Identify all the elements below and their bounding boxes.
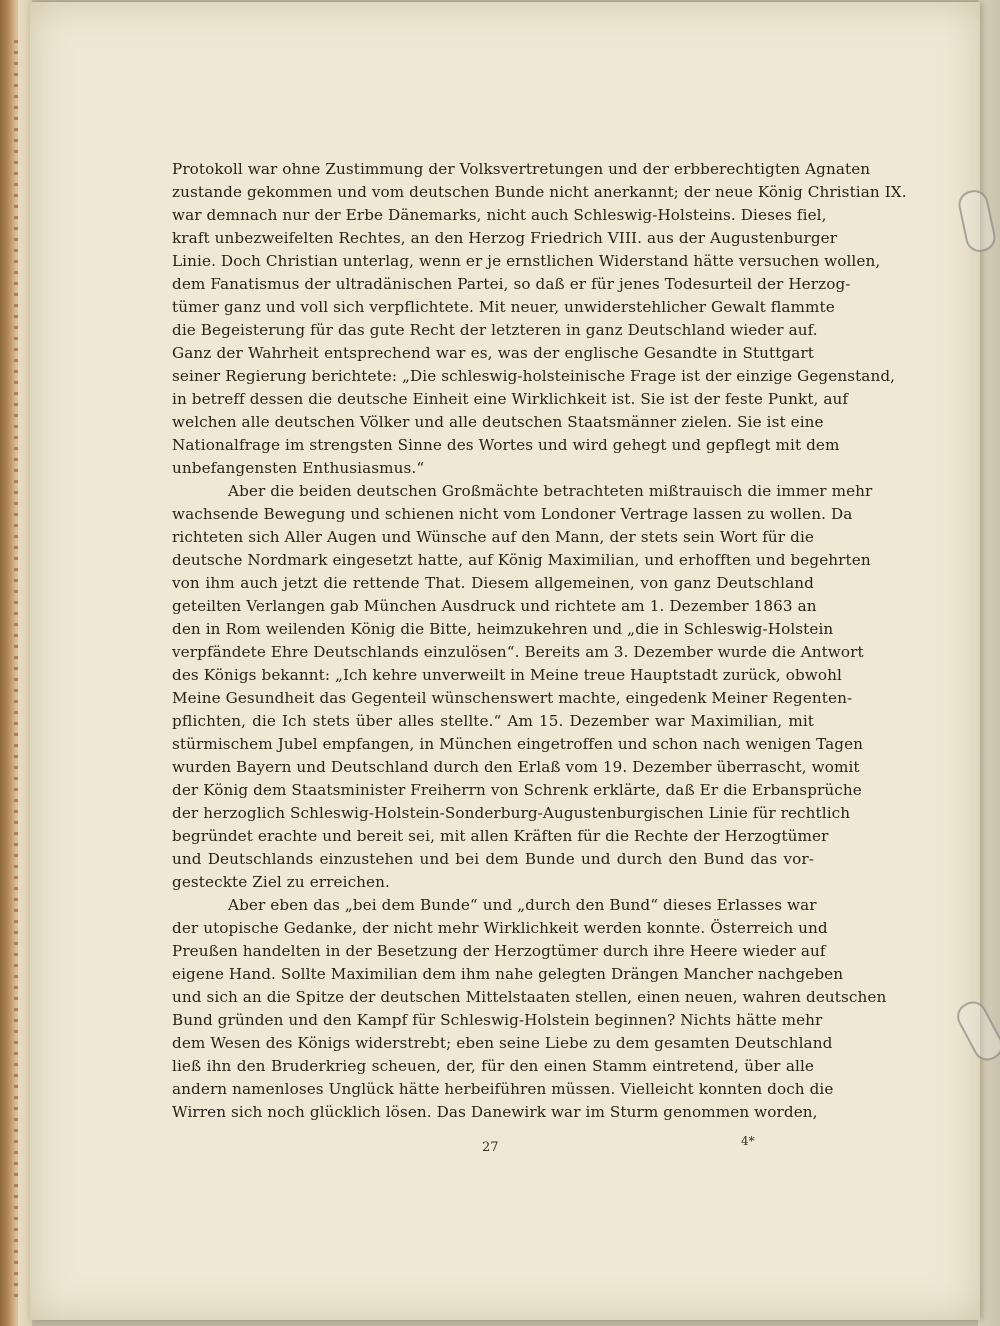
text-line: war demnach nur der Erbe Dänemarks, nicht auch Schleswig-Holsteins. Dieses fiel, [172,206,827,224]
text-line: eigene Hand. Sollte Maximilian dem ihm nahe gelegten Drängen Mancher nachgeben [172,965,844,983]
text-line: deutsche Nordmark eingesetzt hatte, auf König Maximilian, und erhofften und begehrten [172,551,871,569]
text-line: die Begeisterung für das gute Recht der letzteren in ganz Deutschland wieder auf. [172,321,818,339]
text-line: in betreff dessen die deutsche Einheit eine Wirklichkeit ist. Sie ist der feste Punkt, auf [172,390,849,408]
text-line: stürmischem Jubel empfangen, in München eingetroffen und schon nach wenigen Tagen [172,735,864,753]
text-line: Aber die beiden deutschen Großmächte betrachteten mißtrauisch die immer mehr [228,482,873,500]
text-line: seiner Regierung berichtete: „Die schleswig-holsteinische Frage ist der einzige Gegenstand, [172,367,896,385]
text-line: zustande gekommen und vom deutschen Bunde nicht anerkannt; der neue König Christian IX. [172,183,907,201]
text-line: der utopische Gedanke, der nicht mehr Wirklichkeit werden konnte. Österreich und [172,919,828,937]
text-line: richteten sich Aller Augen und Wünsche auf den Mann, der stets sein Wort für die [172,528,814,546]
body-text [172,158,907,1124]
text-line: Meine Gesundheit das Gegenteil wünschenswert machte, eingedenk Meiner Regenten- [172,689,853,707]
text-line: Aber eben das „bei dem Bunde“ und „durch den Bund“ dieses Erlasses war [228,896,817,914]
text-line: Bund gründen und den Kampf für Schleswig-Holstein beginnen? Nichts hätte mehr [172,1011,823,1029]
text-line: und Deutschlands einzustehen und bei dem Bunde und durch den Bund das vor- [172,850,814,868]
text-line: Protokoll war ohne Zustimmung der Volksvertretungen und der erbberechtigten Agnaten [172,160,871,178]
text-line: und sich an die Spitze der deutschen Mittelstaaten stellen, einen neuen, wahren deutschen [172,988,887,1006]
text-line: des Königs bekannt: „Ich kehre unverweilt in Meine treue Hauptstadt zurück, obwohl [172,666,842,684]
text-line: den in Rom weilenden König die Bitte, heimzukehren und „die in Schleswig-Holstein [172,620,834,638]
text-line: Wirren sich noch glücklich lösen. Das Danewirk war im Sturm genommen worden, [172,1103,818,1121]
text-line: tümer ganz und voll sich verpflichtete. Mit neuer, unwiderstehlicher Gewalt flammte [172,298,835,316]
text-line: unbefangensten Enthusiasmus.“ [172,459,425,477]
page-number: 27 [482,1140,499,1155]
text-line: ließ ihn den Bruderkrieg scheuen, der, für den einen Stamm eintretend, über alle [172,1057,814,1075]
text-line: von ihm auch jetzt die rettende That. Diesem allgemeinen, von ganz Deutschland [172,574,814,592]
text-line: Linie. Doch Christian unterlag, wenn er je ernstlichen Widerstand hätte versuchen wollen, [172,252,881,270]
text-line: Ganz der Wahrheit entsprechend war es, was der englische Gesandte in Stuttgart [172,344,814,362]
text-line: andern namenloses Unglück hätte herbeiführen müssen. Vielleicht konnten doch die [172,1080,834,1098]
text-line: der herzoglich Schleswig-Holstein-Sonderburg-Augustenburgischen Linie für rechtlich [172,804,851,822]
text-line: pflichten, die Ich stets über alles stellte.“ Am 15. Dezember war Maximilian, mit [172,712,814,730]
text-line: gesteckte Ziel zu erreichen. [172,873,390,891]
signature-mark: 4* [741,1134,755,1148]
text-line: verpfändete Ehre Deutschlands einzulösen“. Bereits am 3. Dezember wurde die Antwort [172,643,864,661]
text-line: begründet erachte und bereit sei, mit allen Kräften für die Rechte der Herzogtümer [172,827,829,845]
text-line: der König dem Staatsminister Freiherrn von Schrenk erklärte, daß Er die Erbansprüche [172,781,862,799]
text-line: Nationalfrage im strengsten Sinne des Wortes und wird gehegt und gepflegt mit dem [172,436,840,454]
text-line: Preußen handelten in der Besetzung der Herzogtümer durch ihre Heere wieder auf [172,942,826,960]
text-line: geteilten Verlangen gab München Ausdruck und richtete am 1. Dezember 1863 an [172,597,817,615]
text-line: kraft unbezweifelten Rechtes, an den Herzog Friedrich VIII. aus der Augustenburger [172,229,838,247]
text-line: dem Fanatismus der ultradänischen Partei, so daß er für jenes Todesurteil der Herzog- [172,275,851,293]
text-line: wurden Bayern und Deutschland durch den Erlaß vom 19. Dezember überrascht, womit [172,758,860,776]
text-line: dem Wesen des Königs widerstrebt; eben seine Liebe zu dem gesamten Deutschland [172,1034,833,1052]
text-line: welchen alle deutschen Völker und alle deutschen Staatsmänner zielen. Sie ist eine [172,413,824,431]
text-line: wachsende Bewegung und schienen nicht vom Londoner Vertrage lassen zu wollen. Da [172,505,853,523]
